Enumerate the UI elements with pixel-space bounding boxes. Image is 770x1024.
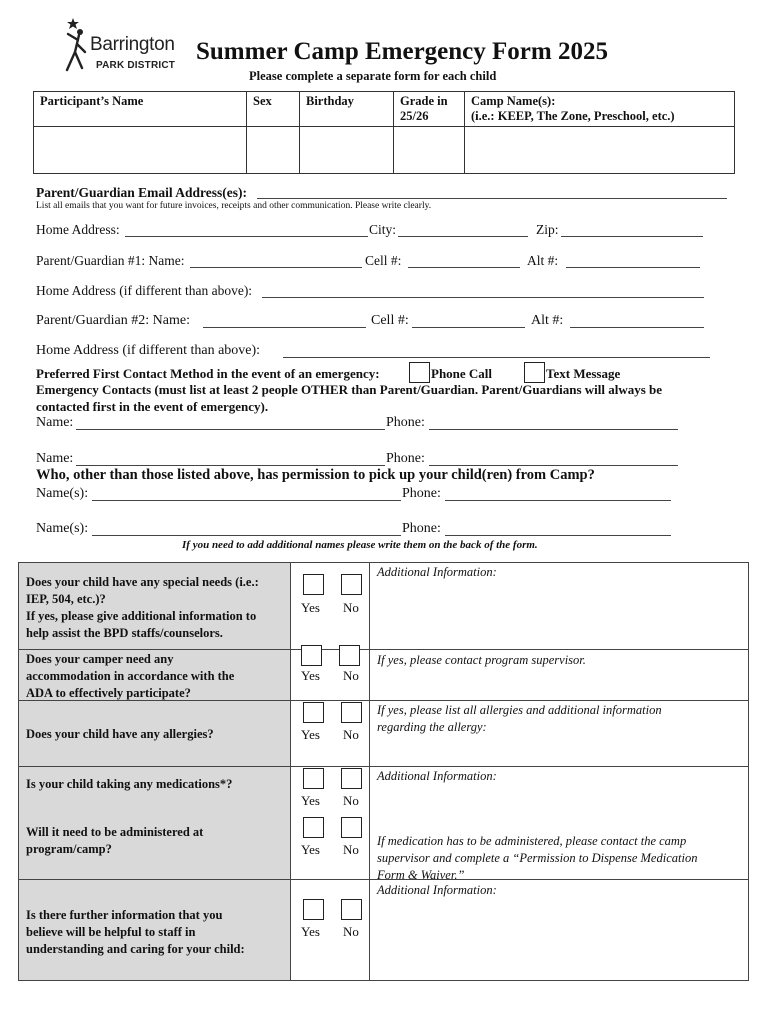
question3-info-line1: If yes, please list all allergies and additional information [377, 703, 662, 717]
question5-line1: Will it need to be administered at [26, 825, 204, 839]
city-field[interactable] [398, 236, 528, 237]
emergency2-name-label: Name: [36, 451, 74, 466]
question4: Is your child taking any medications*? [26, 777, 233, 791]
guardian1-name-label: Parent/Guardian #1: Name: [36, 253, 185, 268]
question2 [26, 651, 234, 702]
text-message-label: Text Message [546, 366, 621, 381]
guardian2-cell-label: Cell #: [371, 313, 409, 328]
guardian1-cell-label: Cell #: [365, 253, 402, 268]
email-field[interactable] [257, 198, 727, 199]
park-district-logo [58, 16, 178, 76]
question5 [26, 824, 203, 858]
guardian2-name-field[interactable] [203, 327, 366, 328]
grid-line-right [748, 562, 749, 981]
form-subtitle: Please complete a separate form for each child [249, 69, 497, 83]
pickup1-phone-label: Phone: [402, 486, 441, 501]
question3-info [377, 702, 662, 736]
question6-yes-label: Yes [301, 924, 320, 939]
question1-yes-checkbox[interactable] [303, 574, 324, 595]
question4-no-checkbox[interactable] [341, 768, 362, 789]
home-address-label: Home Address: [36, 222, 120, 237]
sex-cell[interactable] [247, 127, 300, 174]
question4-yes-label: Yes [301, 793, 320, 808]
contact-method-label: Preferred First Contact Method in the event of an emergency: [36, 366, 380, 381]
question5-yes-checkbox[interactable] [303, 817, 324, 838]
grid-line-left [18, 562, 19, 981]
question2-line2: accommodation in accordance with the [26, 669, 235, 683]
question2-line3: ADA to effectively participate? [26, 686, 191, 700]
form-title: Summer Camp Emergency Form 2025 [196, 38, 608, 65]
home-address-alt1-field[interactable] [262, 297, 704, 298]
question1 [26, 574, 259, 642]
header-sex: Sex [247, 92, 300, 127]
question6-yes-checkbox[interactable] [303, 899, 324, 920]
header-camp-examples: (i.e.: KEEP, The Zone, Preschool, etc.) [471, 109, 675, 123]
zip-label: Zip: [536, 222, 559, 237]
header-grade-label: Grade in [400, 94, 448, 108]
question2-yes-checkbox[interactable] [301, 645, 322, 666]
question6-line3: understanding and caring for your child: [26, 942, 245, 956]
guardian1-alt-field[interactable] [566, 267, 700, 268]
pickup2-phone-field[interactable] [445, 535, 671, 536]
star-figure-icon [58, 16, 92, 76]
emergency2-phone-label: Phone: [386, 451, 425, 466]
emergency1-phone-label: Phone: [386, 415, 425, 430]
guardian1-name-field[interactable] [190, 267, 362, 268]
question3-no-label: No [343, 727, 359, 742]
guardian1-cell-field[interactable] [408, 267, 520, 268]
question1-yes-label: Yes [301, 600, 320, 615]
grid-line-3 [18, 766, 749, 767]
emergency-contacts-note: contacted first in the event of emergency). [36, 399, 269, 414]
birthday-cell[interactable] [300, 127, 394, 174]
camp-name-cell[interactable] [465, 127, 735, 174]
question1-no-checkbox[interactable] [341, 574, 362, 595]
question6-line2: believe will be helpful to staff in [26, 925, 196, 939]
email-row [36, 185, 247, 201]
phone-call-checkbox[interactable] [409, 362, 430, 383]
question1-line1: Does your child have any special needs (i.e.: [26, 575, 259, 589]
question1-no-label: No [343, 600, 359, 615]
question2-no-label: No [343, 668, 359, 683]
grid-line-mid [290, 562, 291, 981]
question4-yes-checkbox[interactable] [303, 768, 324, 789]
emergency2-name-field[interactable] [76, 465, 385, 466]
pickup-note: If you need to add additional names please write them on the back of the form. [182, 539, 538, 551]
question6-no-checkbox[interactable] [341, 899, 362, 920]
emergency1-name-label: Name: [36, 415, 74, 430]
question3-no-checkbox[interactable] [341, 702, 362, 723]
question2-yes-label: Yes [301, 668, 320, 683]
header-birthday: Birthday [300, 92, 394, 127]
email-label: Parent/Guardian Email Address(es): [36, 185, 248, 200]
city-label: City: [369, 222, 397, 237]
question4-no-label: No [343, 793, 359, 808]
question1-line2: IEP, 504, etc.)? [26, 592, 106, 606]
question1-line4: help assist the BPD staffs/counselors. [26, 626, 223, 640]
question5-info-line2: supervisor and complete a “Permission to Dispense Medication [377, 851, 698, 865]
email-note: List all emails that you want for future invoices, receipts and other communication. Please write clearly. [36, 201, 432, 211]
emergency2-phone-field[interactable] [429, 465, 678, 466]
grid-line-1 [18, 649, 749, 650]
header-camp-label: Camp Name(s): [471, 94, 556, 108]
zip-field[interactable] [561, 236, 703, 237]
pickup1-names-field[interactable] [92, 500, 401, 501]
home-address-alt1-label: Home Address (if different than above): [36, 283, 253, 298]
logo-subtitle: PARK DISTRICT [96, 60, 176, 71]
text-message-checkbox[interactable] [524, 362, 545, 383]
question5-yes-label: Yes [301, 842, 320, 857]
question3-yes-label: Yes [301, 727, 320, 742]
question5-no-checkbox[interactable] [341, 817, 362, 838]
question6-no-label: No [343, 924, 359, 939]
pickup1-phone-field[interactable] [445, 500, 671, 501]
participant-name-cell[interactable] [34, 127, 247, 174]
question2-info: If yes, please contact program supervisor. [377, 653, 586, 667]
emergency1-name-field[interactable] [76, 429, 385, 430]
home-address-alt2-field[interactable] [283, 357, 710, 358]
question5-info [377, 833, 697, 884]
pickup2-phone-label: Phone: [402, 521, 441, 536]
question3-info-line2: regarding the allergy: [377, 720, 487, 734]
pickup-question: Who, other than those listed above, has permission to pick up your child(ren) from Camp? [36, 467, 595, 483]
guardian2-cell-field[interactable] [412, 327, 525, 328]
header-camp-name [465, 92, 735, 127]
guardian2-name-label: Parent/Guardian #2: Name: [36, 313, 190, 328]
question3-yes-checkbox[interactable] [303, 702, 324, 723]
question1-info-label: Additional Information: [377, 565, 497, 579]
emergency-contacts-heading: Emergency Contacts (must list at least 2 people OTHER than Parent/Guardian. Parent/Guardians will always be [36, 382, 663, 397]
question5-info-line3: Form & Waiver.” [377, 868, 465, 882]
question4-info-label: Additional Information: [377, 769, 497, 783]
home-address-field[interactable] [125, 236, 368, 237]
guardian2-alt-field[interactable] [570, 327, 704, 328]
question1-line3: If yes, please give additional information to [26, 609, 257, 623]
guardian2-alt-label: Alt #: [531, 313, 564, 328]
header-participant-name: Participant’s Name [34, 92, 247, 127]
question6-line1: Is there further information that you [26, 908, 223, 922]
pickup1-names-label: Name(s): [36, 486, 89, 501]
pickup2-names-field[interactable] [92, 535, 401, 536]
header-grade-year: 25/26 [400, 109, 429, 123]
question3: Does your child have any allergies? [26, 727, 214, 741]
question2-line1: Does your camper need any [26, 652, 174, 666]
phone-call-label: Phone Call [431, 366, 493, 381]
emergency1-phone-field[interactable] [429, 429, 678, 430]
question6-info-label: Additional Information: [377, 883, 497, 897]
grid-line-info [369, 562, 370, 981]
question5-line2: program/camp? [26, 842, 112, 856]
question5-info-line1: If medication has to be administered, please contact the camp [377, 834, 687, 848]
home-address-alt2-label: Home Address (if different than above): [36, 343, 261, 358]
grid-line-bottom [18, 980, 749, 981]
guardian1-alt-label: Alt #: [527, 253, 559, 268]
grid-line-top [18, 562, 749, 563]
question5-no-label: No [343, 842, 359, 857]
logo-name: Barrington [90, 34, 175, 55]
question6 [26, 907, 245, 958]
header-grade [394, 92, 465, 127]
question2-no-checkbox[interactable] [339, 645, 360, 666]
grade-cell[interactable] [394, 127, 465, 174]
pickup2-names-label: Name(s): [36, 521, 89, 536]
participant-table [33, 91, 735, 174]
